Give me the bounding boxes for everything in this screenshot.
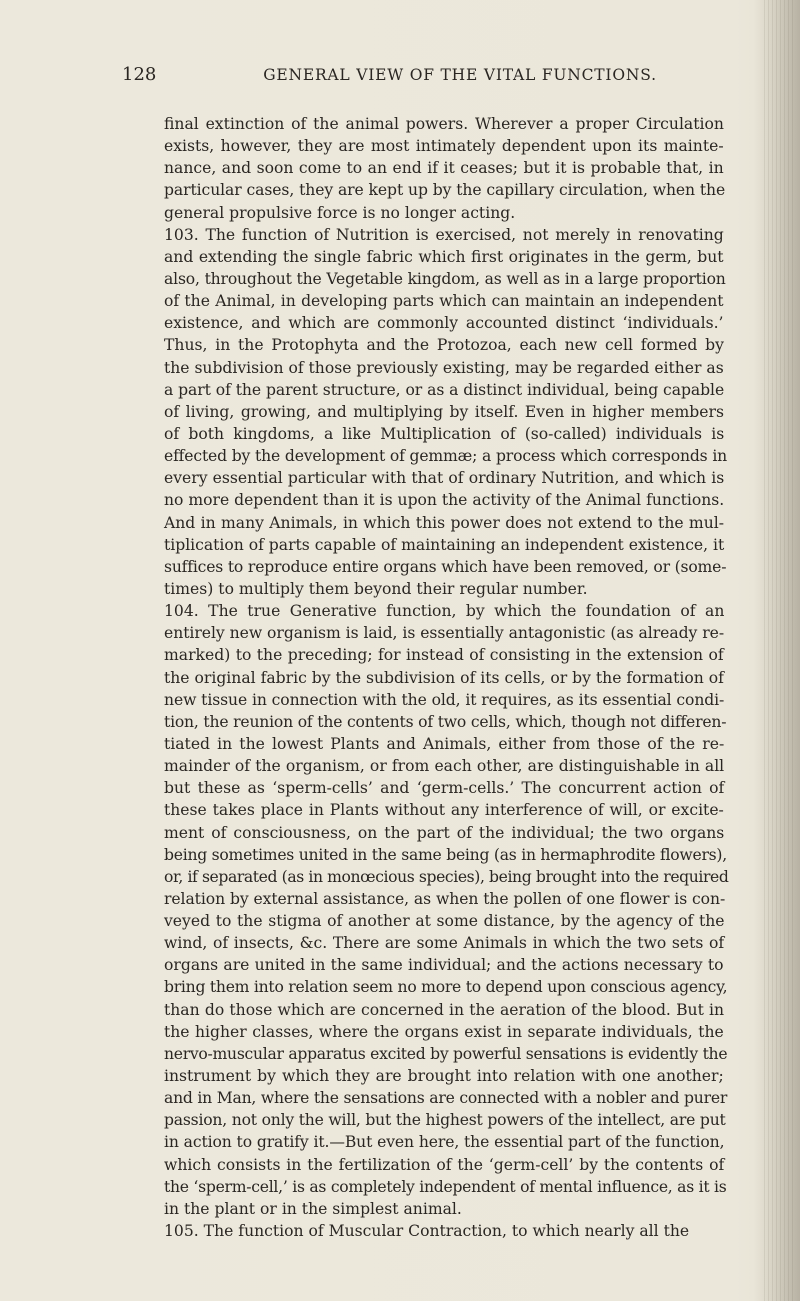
- text-line: these takes place in Plants without any interference of will, or excite-: [164, 801, 724, 820]
- text-line: the ‘sperm-cell,’ is as completely independent of mental influence, as it is: [164, 1177, 727, 1196]
- text-line: in action to gratify it.—But even here, the essential part of the function,: [164, 1133, 725, 1152]
- text-line: and extending the single fabric which first originates in the germ, but: [164, 247, 724, 266]
- text-line: but these as ‘sperm-cells’ and ‘germ-cells.’ The concurrent action of: [164, 779, 725, 798]
- text-line: a part of the parent structure, or as a distinct individual, being capable: [164, 380, 725, 399]
- text-line: every essential particular with that of ordinary Nutrition, and which is: [164, 469, 725, 488]
- text-line: veyed to the stigma of another at some distance, by the agency of the: [164, 912, 725, 931]
- text-line: tion, the reunion of the contents of two cells, which, though not differen-: [164, 712, 727, 731]
- text-line: tiated in the lowest Plants and Animals, either from those of the re-: [164, 734, 725, 753]
- page-number: 128: [122, 64, 157, 85]
- text-line: wind, of insects, &c. There are some Animals in which the two sets of: [164, 934, 725, 953]
- text-line: of living, growing, and multiplying by itself. Even in higher members: [164, 402, 724, 421]
- text-line: in the plant or in the simplest animal.: [164, 1199, 462, 1218]
- text-line: And in many Animals, in which this power does not extend to the mul-: [164, 513, 725, 532]
- text-line: marked) to the preceding; for instead of consisting in the extension of: [164, 646, 724, 665]
- text-line: nance, and soon come to an end if it ceases; but it is probable that, in: [164, 159, 724, 178]
- text-line: no more dependent than it is upon the activity of the Animal functions.: [164, 491, 725, 510]
- text-line: effected by the development of gemmæ; a process which corresponds in: [164, 447, 728, 466]
- text-line: entirely new organism is laid, is essentially antagonistic (as already re-: [164, 624, 725, 643]
- text-line: the subdivision of those previously existing, may be regarded either as: [164, 358, 724, 377]
- text-line: the higher classes, where the organs exist in separate individuals, the: [164, 1022, 724, 1041]
- text-line: suffices to reproduce entire organs which have been removed, or (some-: [164, 557, 727, 576]
- stacked-page-edges: [764, 0, 794, 1301]
- text-line: mainder of the organism, or from each other, are distinguishable in all: [164, 757, 725, 776]
- text-line: being sometimes united in the same being (as in hermaphrodite flowers),: [164, 845, 727, 864]
- text-line: instrument by which they are brought into relation with one another;: [164, 1067, 724, 1086]
- text-line: Thus, in the Protophyta and the Protozoa, each new cell formed by: [164, 336, 724, 355]
- text-line: exists, however, they are most intimately dependent upon its mainte-: [164, 137, 724, 156]
- text-line: of the Animal, in developing parts which can maintain an independent: [164, 292, 724, 311]
- text-line: tiplication of parts capable of maintaining an independent existence, it: [164, 535, 725, 554]
- text-line: new tissue in connection with the old, it requires, as its essential condi-: [164, 690, 725, 709]
- text-line: general propulsive force is no longer acting.: [164, 203, 516, 222]
- text-line: final extinction of the animal powers. Wherever a proper Circulation: [164, 115, 724, 133]
- text-line: and in Man, where the sensations are connected with a nobler and purer: [164, 1089, 728, 1108]
- body-text: [164, 113, 729, 1242]
- text-line: times) to multiply them beyond their regular number.: [164, 579, 588, 598]
- text-line: 104. The true Generative function, by which the foundation of an: [164, 602, 725, 621]
- text-line: 103. The function of Nutrition is exercised, not merely in renovating: [164, 225, 724, 244]
- text-line: or, if separated (as in monœcious species), being brought into the required: [164, 867, 729, 886]
- text-line: of both kingdoms, a like Multiplication of (so-called) individuals is: [164, 424, 725, 443]
- text-line: existence, and which are commonly accounted distinct ‘individuals.’: [164, 314, 724, 333]
- text-line: ment of consciousness, on the part of the individual; the two organs: [164, 823, 725, 842]
- text-line: also, throughout the Vegetable kingdom, as well as in a large proportion: [164, 269, 726, 288]
- text-line: passion, not only the will, but the highest powers of the intellect, are put: [164, 1111, 726, 1130]
- text-line: relation by external assistance, as when the pollen of one flower is con-: [164, 889, 726, 908]
- text-line: the original fabric by the subdivision of its cells, or by the formation of: [164, 668, 724, 687]
- text-line: which consists in the fertilization of the ‘germ-cell’ by the contents of: [164, 1155, 725, 1174]
- text-line: organs are united in the same individual; and the actions necessary to: [164, 956, 724, 975]
- text-line: nervo-muscular apparatus excited by powerful sensations is evidently the: [164, 1044, 728, 1063]
- text-line: particular cases, they are kept up by the capillary circulation, when the: [164, 181, 726, 200]
- text-line: bring them into relation seem no more to depend upon conscious agency,: [164, 978, 728, 997]
- text-line: than do those which are concerned in the aeration of the blood. But in: [164, 1000, 725, 1019]
- text-line: 105. The function of Muscular Contraction, to which nearly all the: [164, 1222, 690, 1241]
- running-head: GENERAL VIEW OF THE VITAL FUNCTIONS.: [263, 66, 657, 84]
